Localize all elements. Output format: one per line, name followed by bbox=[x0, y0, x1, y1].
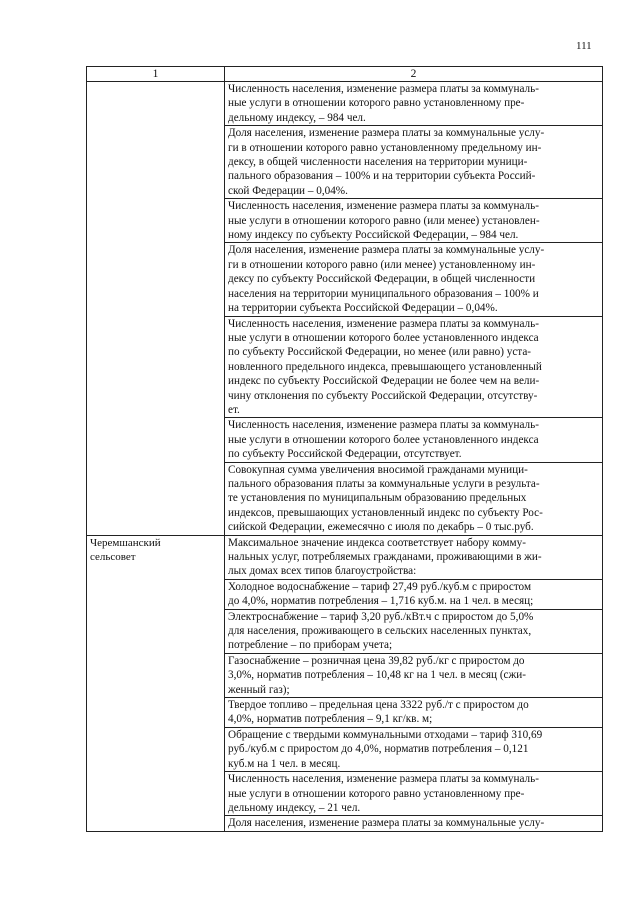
text-line: ные услуги в отношении которого равно установленному пре- bbox=[228, 787, 525, 800]
municipality-name-line: сельсовет bbox=[90, 550, 136, 563]
text-line: дексу по субъекту Российской Федерации, в общей численности bbox=[228, 273, 536, 286]
description-cell bbox=[225, 535, 603, 831]
text-line: пального образования – 100% и на территории субъекта Россий- bbox=[228, 170, 536, 183]
column-header-2: 2 bbox=[225, 67, 603, 82]
text-line: Численность населения, изменение размера платы за коммуналь- bbox=[228, 83, 539, 95]
description-paragraph bbox=[225, 199, 602, 243]
text-line: Твердое топливо – предельная цена 3322 руб./т с приростом до bbox=[228, 699, 529, 712]
text-line: новленного предельного индекса, превышающего установленный bbox=[228, 360, 542, 373]
table-row bbox=[87, 82, 603, 536]
municipality-cell bbox=[87, 535, 225, 831]
text-line: до 4,0%, норматив потребления – 1,716 куб.м. на 1 чел. в месяц; bbox=[228, 595, 534, 608]
description-cell bbox=[225, 82, 603, 536]
document-table bbox=[86, 66, 603, 832]
page-number: 111 bbox=[576, 40, 592, 52]
column-header-1: 1 bbox=[87, 67, 225, 82]
table-header-row bbox=[87, 67, 603, 82]
text-line: по субъекту Российской Федерации, но менее (или равно) уста- bbox=[228, 346, 532, 359]
text-line: сийской Федерации, ежемесячно с июля по декабрь – 0 тыс.руб. bbox=[228, 521, 534, 534]
description-paragraph bbox=[225, 126, 602, 199]
text-line: ги в отношении которого равно (или менее) установленному ин- bbox=[228, 258, 536, 271]
text-line: руб./куб.м с приростом до 4,0%, норматив потребления – 0,121 bbox=[228, 743, 529, 756]
text-line: Газоснабжение – розничная цена 39,82 руб./кг с приростом до bbox=[228, 654, 525, 667]
text-line: лых домах всех типов благоустройства: bbox=[228, 565, 417, 578]
text-line: для населения, проживающего в сельских населенных пунктах, bbox=[228, 625, 532, 638]
description-paragraph bbox=[225, 243, 602, 316]
text-line: женный газ); bbox=[228, 683, 290, 696]
text-line: 4,0%, норматив потребления – 9,1 кг/кв. м; bbox=[228, 713, 433, 726]
description-paragraph bbox=[225, 536, 602, 580]
text-line: Численность населения, изменение размера платы за коммуналь- bbox=[228, 317, 539, 330]
table-row bbox=[87, 535, 603, 831]
description-paragraph bbox=[225, 82, 602, 126]
text-line: потребление – по приборам учета; bbox=[228, 639, 393, 652]
description-paragraph bbox=[225, 317, 602, 419]
text-line: Обращение с твердыми коммунальными отходами – тариф 310,69 bbox=[228, 728, 543, 741]
text-line: Совокупная сумма увеличения вносимой гражданами муници- bbox=[228, 463, 528, 476]
text-line: населения на территории муниципального образования – 100% и bbox=[228, 287, 539, 300]
text-line: ные услуги в отношении которого более установленного индекса bbox=[228, 433, 539, 446]
text-line: дельному индексу, – 984 чел. bbox=[228, 111, 366, 124]
description-paragraph bbox=[225, 418, 602, 462]
text-line: Холодное водоснабжение – тариф 27,49 руб./куб.м с приростом bbox=[228, 580, 532, 593]
text-line: ги в отношении которого равно установленному предельному ин- bbox=[228, 141, 542, 154]
text-line: нальных услуг, потребляемых гражданами, проживающими в жи- bbox=[228, 551, 542, 563]
text-line: Численность населения, изменение размера платы за коммуналь- bbox=[228, 200, 539, 213]
municipality-cell bbox=[87, 82, 225, 536]
text-line: Численность населения, изменение размера платы за коммуналь- bbox=[228, 419, 539, 432]
description-paragraph bbox=[225, 728, 602, 772]
description-paragraph bbox=[225, 698, 602, 728]
text-line: ные услуги в отношении которого более установленного индекса bbox=[228, 331, 539, 344]
description-paragraph bbox=[225, 463, 602, 535]
text-line: ному индексу по субъекту Российской Федерации, – 984 чел. bbox=[228, 229, 519, 242]
text-line: Доля населения, изменение размера платы за коммунальные услу- bbox=[228, 817, 545, 830]
description-paragraph bbox=[225, 610, 602, 654]
text-line: ет. bbox=[228, 403, 240, 416]
text-line: Электроснабжение – тариф 3,20 руб./кВт.ч с приростом до 5,0% bbox=[228, 610, 534, 623]
description-paragraph bbox=[225, 654, 602, 698]
text-line: Доля населения, изменение размера платы за коммунальные услу- bbox=[228, 244, 545, 257]
text-line: индекс по субъекту Российской Федерации не более чем на вели- bbox=[228, 375, 540, 388]
text-line: ные услуги в отношении которого равно установленному пре- bbox=[228, 97, 525, 110]
text-line: дельному индексу, – 21 чел. bbox=[228, 801, 361, 814]
text-line: Доля населения, изменение размера платы за коммунальные услу- bbox=[228, 127, 545, 140]
description-paragraph bbox=[225, 816, 602, 830]
text-line: те установления по муниципальным образованию предельных bbox=[228, 492, 527, 505]
text-line: ные услуги в отношении которого равно (или менее) установлен- bbox=[228, 214, 540, 227]
description-paragraph bbox=[225, 772, 602, 816]
municipality-name-line: Черемшанский bbox=[90, 536, 161, 549]
text-line: чину отклонения по субъекту Российской Федерации, отсутству- bbox=[228, 389, 538, 402]
text-line: куб.м на 1 чел. в месяц. bbox=[228, 757, 341, 770]
text-line: на территории субъекта Российской Федерации – 0,04%. bbox=[228, 302, 498, 315]
text-line: ской Федерации – 0,04%. bbox=[228, 184, 348, 197]
text-line: 3,0%, норматив потребления – 10,48 кг на 1 чел. в месяц (сжи- bbox=[228, 669, 526, 682]
text-line: пального образования платы за коммунальные услуги в результа- bbox=[228, 477, 540, 490]
text-line: дексу, в общей численности населения на территории муници- bbox=[228, 156, 528, 169]
text-line: Численность населения, изменение размера платы за коммуналь- bbox=[228, 773, 539, 786]
description-paragraph bbox=[225, 580, 602, 610]
text-line: индексов, превышающих установленный индекс по субъекту Рос- bbox=[228, 506, 543, 519]
text-line: по субъекту Российской Федерации, отсутствует. bbox=[228, 448, 462, 461]
text-line: Максимальное значение индекса соответствует набору комму- bbox=[228, 536, 526, 549]
